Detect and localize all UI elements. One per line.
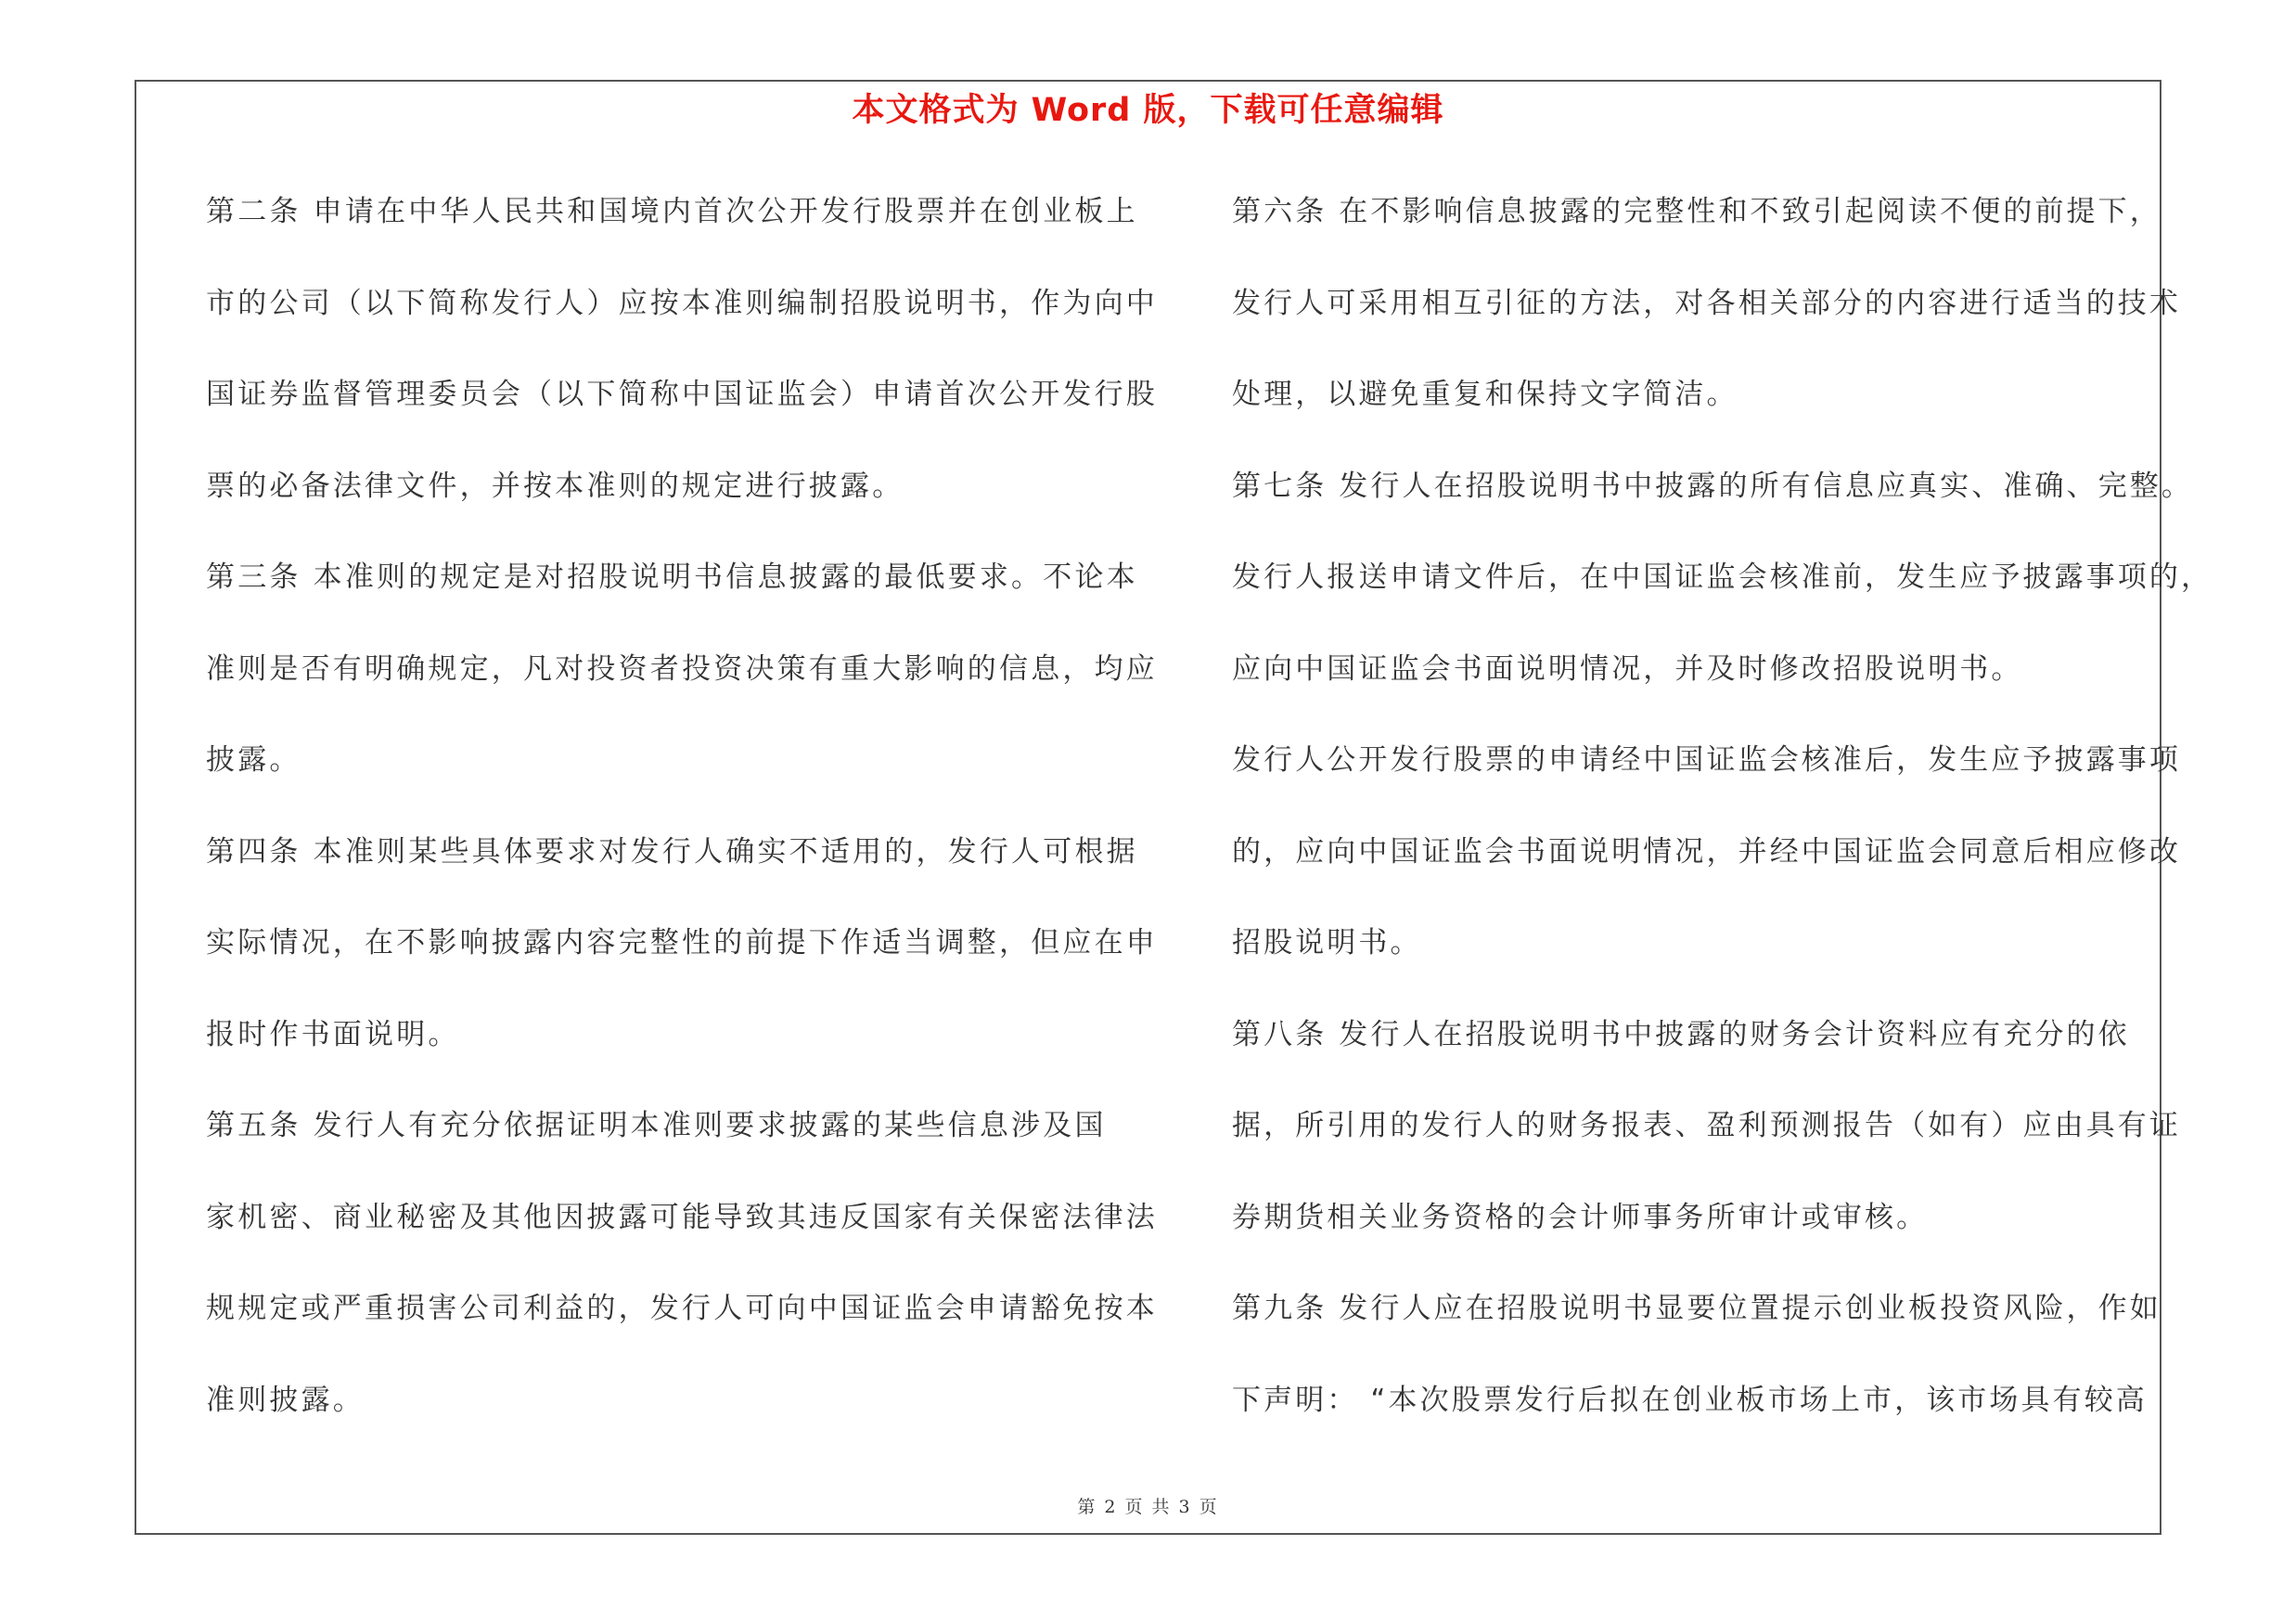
text-line: 处理，以避免重复和保持文字简洁。 (1232, 378, 1738, 411)
text-line: 发行人报送申请文件后，在中国证监会核准前，发生应予披露事项的， (1232, 560, 2213, 594)
text-line: 发行人可采用相互引征的方法，对各相关部分的内容进行适当的技术 (1232, 286, 2181, 320)
text-line: 第九条 发行人应在招股说明书显要位置提示创业板投资风险，作如 (1232, 1292, 2161, 1325)
text-line: 第四条 本准则某些具体要求对发行人确实不适用的，发行人可根据 (206, 834, 1138, 869)
text-line: 的，应向中国证监会书面说明情况，并经中国证监会同意后相应修改 (1232, 834, 2181, 869)
text-line: 第三条 本准则的规定是对招股说明书信息披露的最低要求。不论本 (206, 560, 1138, 594)
text-line: 家机密、商业秘密及其他因披露可能导致其违反国家有关保密法律法 (206, 1200, 1158, 1234)
text-line: 第七条 发行人在招股说明书中披露的所有信息应真实、准确、完整。 (1232, 469, 2193, 503)
right-column (1232, 183, 2213, 1462)
text-line: 实际情况，在不影响披露内容完整性的前提下作适当调整，但应在申 (206, 926, 1158, 960)
text-line: 发行人公开发行股票的申请经中国证监会核准后，发生应予披露事项 (1232, 743, 2181, 777)
text-line: 披露。 (206, 743, 301, 777)
left-column (206, 183, 1158, 1462)
text-line: 券期货相关业务资格的会计师事务所审计或审核。 (1232, 1200, 1929, 1234)
text-line: 第五条 发行人有充分依据证明本准则要求披露的某些信息涉及国 (206, 1109, 1107, 1142)
text-line: 报时作书面说明。 (206, 1017, 460, 1051)
text-line: 市的公司（以下简称发行人）应按本准则编制招股说明书，作为向中 (206, 286, 1158, 320)
text-line: 应向中国证监会书面说明情况，并及时修改招股说明书。 (1232, 651, 2023, 686)
text-line: 国证券监督管理委员会（以下简称中国证监会）申请首次公开发行股 (206, 378, 1158, 411)
text-line: 招股说明书。 (1232, 926, 1422, 960)
header-notice: 本文格式为 Word 版，下载可任意编辑 (852, 92, 1444, 129)
text-line: 准则是否有明确规定，凡对投资者投资决策有重大影响的信息，均应 (206, 651, 1158, 686)
text-line: 准则披露。 (206, 1383, 365, 1417)
text-line: 规规定或严重损害公司利益的，发行人可向中国证监会申请豁免按本 (206, 1292, 1158, 1325)
text-line: 下声明： “本次股票发行后拟在创业板市场上市，该市场具有较高 (1232, 1383, 2148, 1417)
text-line: 据，所引用的发行人的财务报表、盈利预测报告（如有）应由具有证 (1232, 1109, 2181, 1142)
text-line: 第八条 发行人在招股说明书中披露的财务会计资料应有充分的依 (1232, 1017, 2130, 1051)
text-line: 第六条 在不影响信息披露的完整性和不致引起阅读不便的前提下， (1232, 195, 2161, 228)
text-line: 票的必备法律文件，并按本准则的规定进行披露。 (206, 469, 904, 503)
text-line: 第二条 申请在中华人民共和国境内首次公开发行股票并在创业板上 (206, 195, 1138, 228)
page-number-footer: 第 2 页 共 3 页 (1077, 1497, 1219, 1517)
